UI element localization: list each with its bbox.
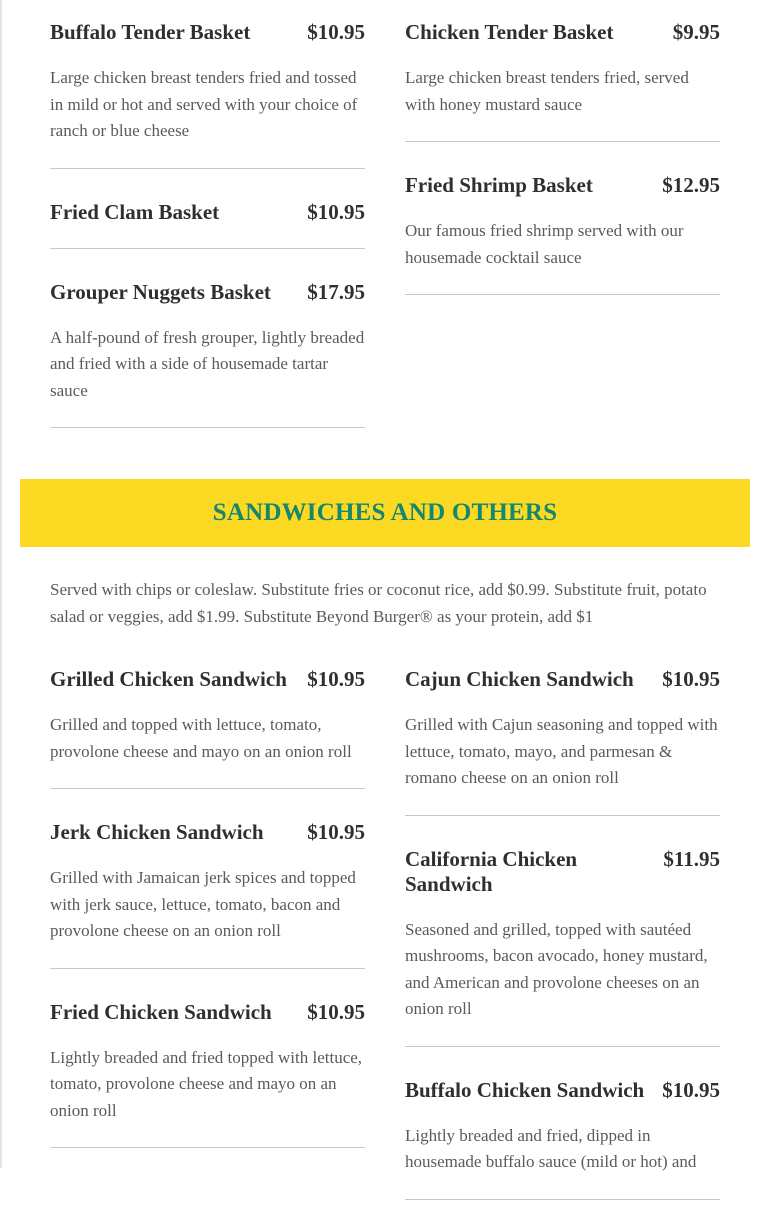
menu-item-name: California Chicken Sandwich <box>405 846 578 896</box>
menu-item-description: A half-pound of fresh grouper, lightly breaded and fried with a side of housemade tartar sauce <box>50 327 365 400</box>
menu-item[interactable] <box>50 272 365 429</box>
menu-item-name: Buffalo Tender Basket <box>50 20 251 44</box>
menu-item[interactable] <box>405 1070 720 1200</box>
menu-item-price: $10.95 <box>662 1077 720 1102</box>
section-note: Served with chips or coleslaw. Substitute fries or coconut rice, add $0.99. Substitute fruit, potato salad or veggies, add $1.99. Substitute Beyond Burger® as your protein, add $1 <box>50 580 707 626</box>
menu-item[interactable] <box>50 812 365 969</box>
menu-item-description: Seasoned and grilled, topped with sautéed mushrooms, bacon avocado, honey mustard, and American and provolone cheeses on an onion roll <box>405 919 708 1018</box>
sandwiches-left-column <box>50 659 365 1223</box>
menu-item-name: Fried Chicken Sandwich <box>50 999 272 1024</box>
menu-item-description: Grilled with Cajun seasoning and topped with lettuce, tomato, mayo, and parmesan & romano cheese on an onion roll <box>405 715 718 787</box>
menu-item-price: $10.95 <box>662 667 720 691</box>
menu-item-description: Lightly breaded and fried, dipped in housemade buffalo sauce (mild or hot) and <box>405 1125 697 1171</box>
menu-item-description: Large chicken breast tenders fried and tossed in mild or hot and served with your choice of ranch or blue cheese <box>50 68 358 140</box>
menu-item-description: Grilled and topped with lettuce, tomato, provolone cheese and mayo on an onion roll <box>50 715 352 761</box>
section-banner <box>20 479 750 547</box>
menu-item-price: $10.95 <box>307 20 365 44</box>
menu-item-name: Grouper Nuggets Basket <box>50 279 271 304</box>
menu-item-name: Grilled Chicken Sandwich <box>50 667 287 691</box>
menu-item-description: Grilled with Jamaican jerk spices and topped with jerk sauce, lettuce, tomato, bacon and provolone cheese on an onion roll <box>50 868 356 940</box>
menu-item[interactable] <box>50 192 365 249</box>
menu-item[interactable] <box>50 659 365 789</box>
menu-item-description: Large chicken breast tenders fried, served with honey mustard sauce <box>405 68 689 114</box>
menu-item-name: Buffalo Chicken Sandwich <box>405 1077 645 1102</box>
menu-item-name: Chicken Tender Basket <box>405 20 614 44</box>
menu-item[interactable] <box>405 165 720 295</box>
menu-item-price: $10.95 <box>307 199 365 224</box>
menu-item-name: Fried Clam Basket <box>50 199 220 224</box>
baskets-menu-grid <box>50 12 720 451</box>
menu-item-price: $12.95 <box>662 173 720 197</box>
menu-item-description: Our famous fried shrimp served with our housemade cocktail sauce <box>405 221 684 267</box>
menu-item-name: Cajun Chicken Sandwich <box>405 667 634 691</box>
menu-item[interactable] <box>50 992 365 1149</box>
menu-item-price: $10.95 <box>307 667 365 691</box>
menu-item-name: Jerk Chicken Sandwich <box>50 820 264 844</box>
section-title: SANDWICHES AND OTHERS <box>212 499 558 526</box>
menu-item-price: $10.95 <box>307 820 365 844</box>
menu-item[interactable] <box>405 839 720 1047</box>
baskets-right-column <box>405 12 720 451</box>
menu-item-price: $10.95 <box>307 999 365 1024</box>
menu-item-name: Fried Shrimp Basket <box>405 173 593 197</box>
menu-item-description: Lightly breaded and fried topped with lettuce, tomato, provolone cheese and mayo on an onion roll <box>50 1047 363 1120</box>
menu-item-price: $9.95 <box>672 20 720 44</box>
page-edge-shadow <box>0 0 3 1168</box>
menu-item[interactable] <box>405 12 720 142</box>
menu-item-price: $17.95 <box>307 279 365 304</box>
sandwiches-menu-grid <box>50 659 720 1223</box>
sandwiches-right-column <box>405 659 720 1223</box>
baskets-left-column <box>50 12 365 451</box>
menu-item[interactable] <box>405 659 720 816</box>
menu-item-price: $11.95 <box>663 846 720 871</box>
menu-item[interactable] <box>50 12 365 169</box>
